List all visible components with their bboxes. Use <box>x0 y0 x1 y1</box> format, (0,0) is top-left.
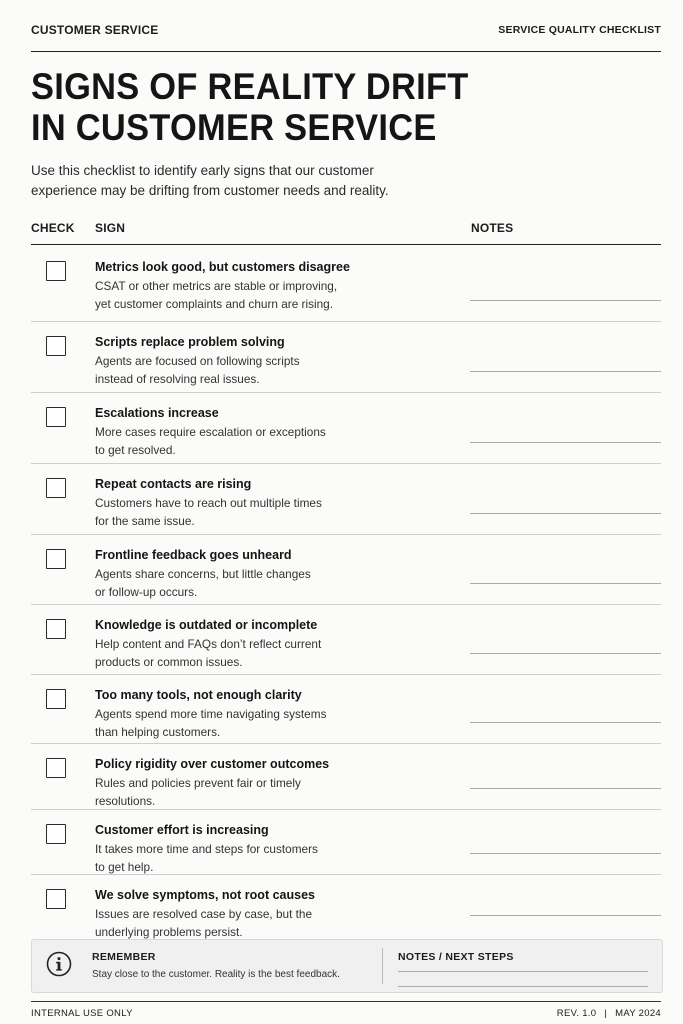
checkbox[interactable] <box>46 336 66 356</box>
remember-title: REMEMBER <box>92 951 156 963</box>
sign-description <box>95 277 395 313</box>
intro-text <box>31 161 531 201</box>
intro-line1: Use this checklist to identify early signs that our customer <box>31 163 374 178</box>
checklist-row <box>31 246 661 322</box>
checklist-row <box>31 463 661 535</box>
next-steps-line[interactable] <box>398 971 648 972</box>
sign-desc-line: Agents are focused on following scripts <box>95 354 300 368</box>
notes-line[interactable] <box>470 371 661 372</box>
notes-line[interactable] <box>470 583 661 584</box>
sign-desc-line: underlying problems persist. <box>95 925 243 939</box>
sign-description <box>95 774 395 810</box>
sign-title: Policy rigidity over customer outcomes <box>95 757 330 771</box>
page-title <box>31 66 589 148</box>
sign-description <box>95 565 395 601</box>
footer-rule <box>31 1001 661 1002</box>
sign-desc-line: yet customer complaints and churn are rising. <box>95 297 334 311</box>
box-divider <box>382 948 383 984</box>
notes-line[interactable] <box>470 853 661 854</box>
next-steps-title: NOTES / NEXT STEPS <box>398 951 514 963</box>
sign-desc-line: instead of resolving real issues. <box>95 372 260 386</box>
next-steps-line[interactable] <box>398 986 648 987</box>
page-title-line1: SIGNS OF REALITY DRIFT <box>31 66 469 107</box>
sign-title: We solve symptoms, not root causes <box>95 888 315 902</box>
sign-desc-line: products or common issues. <box>95 655 243 669</box>
sign-title: Too many tools, not enough clarity <box>95 688 302 702</box>
date-label: MAY 2024 <box>615 1008 661 1019</box>
column-header-sign: SIGN <box>95 221 126 235</box>
doc-type-label: SERVICE QUALITY CHECKLIST <box>498 24 661 36</box>
sign-description <box>95 494 395 530</box>
notes-line[interactable] <box>470 915 661 916</box>
checklist-row <box>31 809 661 875</box>
sign-description <box>95 352 395 388</box>
intro-line2: experience may be drifting from customer needs and reality. <box>31 183 389 198</box>
sign-title: Customer effort is increasing <box>95 823 269 837</box>
sign-title: Frontline feedback goes unheard <box>95 548 292 562</box>
separator: | <box>604 1008 608 1019</box>
checklist-row <box>31 392 661 464</box>
notes-line[interactable] <box>470 788 661 789</box>
checkbox[interactable] <box>46 619 66 639</box>
sign-title: Escalations increase <box>95 406 219 420</box>
sign-desc-line: to get resolved. <box>95 443 176 457</box>
top-header-bar <box>31 23 661 52</box>
sign-title: Metrics look good, but customers disagree <box>95 260 350 274</box>
checkbox[interactable] <box>46 889 66 909</box>
section-label: CUSTOMER SERVICE <box>31 23 159 37</box>
column-headers <box>31 221 661 245</box>
sign-desc-line: Agents share concerns, but little changes <box>95 567 311 581</box>
sign-desc-line: More cases require escalation or exceptions <box>95 425 326 439</box>
revision-label: REV. 1.0 <box>556 1008 597 1019</box>
classification-label: INTERNAL USE ONLY <box>31 1008 133 1019</box>
column-header-check: CHECK <box>31 221 75 235</box>
page-title-line2: IN CUSTOMER SERVICE <box>31 107 437 148</box>
sign-desc-line: to get help. <box>95 860 154 874</box>
revision-info <box>557 1008 661 1019</box>
sign-title: Repeat contacts are rising <box>95 477 252 491</box>
notes-line[interactable] <box>470 442 661 443</box>
checkbox[interactable] <box>46 478 66 498</box>
checklist-row <box>31 743 661 810</box>
notes-line[interactable] <box>470 722 661 723</box>
sign-desc-line: Customers have to reach out multiple times <box>95 496 322 510</box>
sign-description <box>95 905 395 941</box>
sign-desc-line: CSAT or other metrics are stable or improving, <box>95 279 338 293</box>
sign-desc-line: Issues are resolved case by case, but the <box>95 907 313 921</box>
sign-description <box>95 635 395 671</box>
sign-desc-line: It takes more time and steps for customers <box>95 842 318 856</box>
checkbox[interactable] <box>46 407 66 427</box>
checklist-page <box>31 0 661 1024</box>
sign-desc-line: Rules and policies prevent fair or timely <box>95 776 301 790</box>
checklist-row <box>31 604 661 675</box>
checklist-row <box>31 534 661 605</box>
checkbox[interactable] <box>46 689 66 709</box>
checklist-row <box>31 874 661 939</box>
notes-line[interactable] <box>470 513 661 514</box>
notes-line[interactable] <box>470 653 661 654</box>
sign-desc-line: or follow-up occurs. <box>95 585 198 599</box>
checkbox[interactable] <box>46 549 66 569</box>
sign-desc-line: Agents spend more time navigating systems <box>95 707 327 721</box>
checkbox[interactable] <box>46 824 66 844</box>
checklist-row <box>31 674 661 744</box>
sign-description <box>95 705 395 741</box>
remember-box <box>31 939 663 993</box>
remember-text: Stay close to the customer. Reality is the best feedback. <box>92 969 340 980</box>
info-icon <box>46 951 72 977</box>
sign-description <box>95 423 395 459</box>
checklist-row <box>31 321 661 393</box>
sign-title: Knowledge is outdated or incomplete <box>95 618 318 632</box>
checkbox[interactable] <box>46 261 66 281</box>
column-header-notes: NOTES <box>471 221 514 235</box>
sign-title: Scripts replace problem solving <box>95 335 285 349</box>
sign-desc-line: for the same issue. <box>95 514 195 528</box>
sign-desc-line: resolutions. <box>95 794 156 808</box>
sign-desc-line: Help content and FAQs don’t reflect current <box>95 637 322 651</box>
notes-line[interactable] <box>470 300 661 301</box>
sign-description <box>95 840 395 876</box>
sign-desc-line: than helping customers. <box>95 725 221 739</box>
checkbox[interactable] <box>46 758 66 778</box>
